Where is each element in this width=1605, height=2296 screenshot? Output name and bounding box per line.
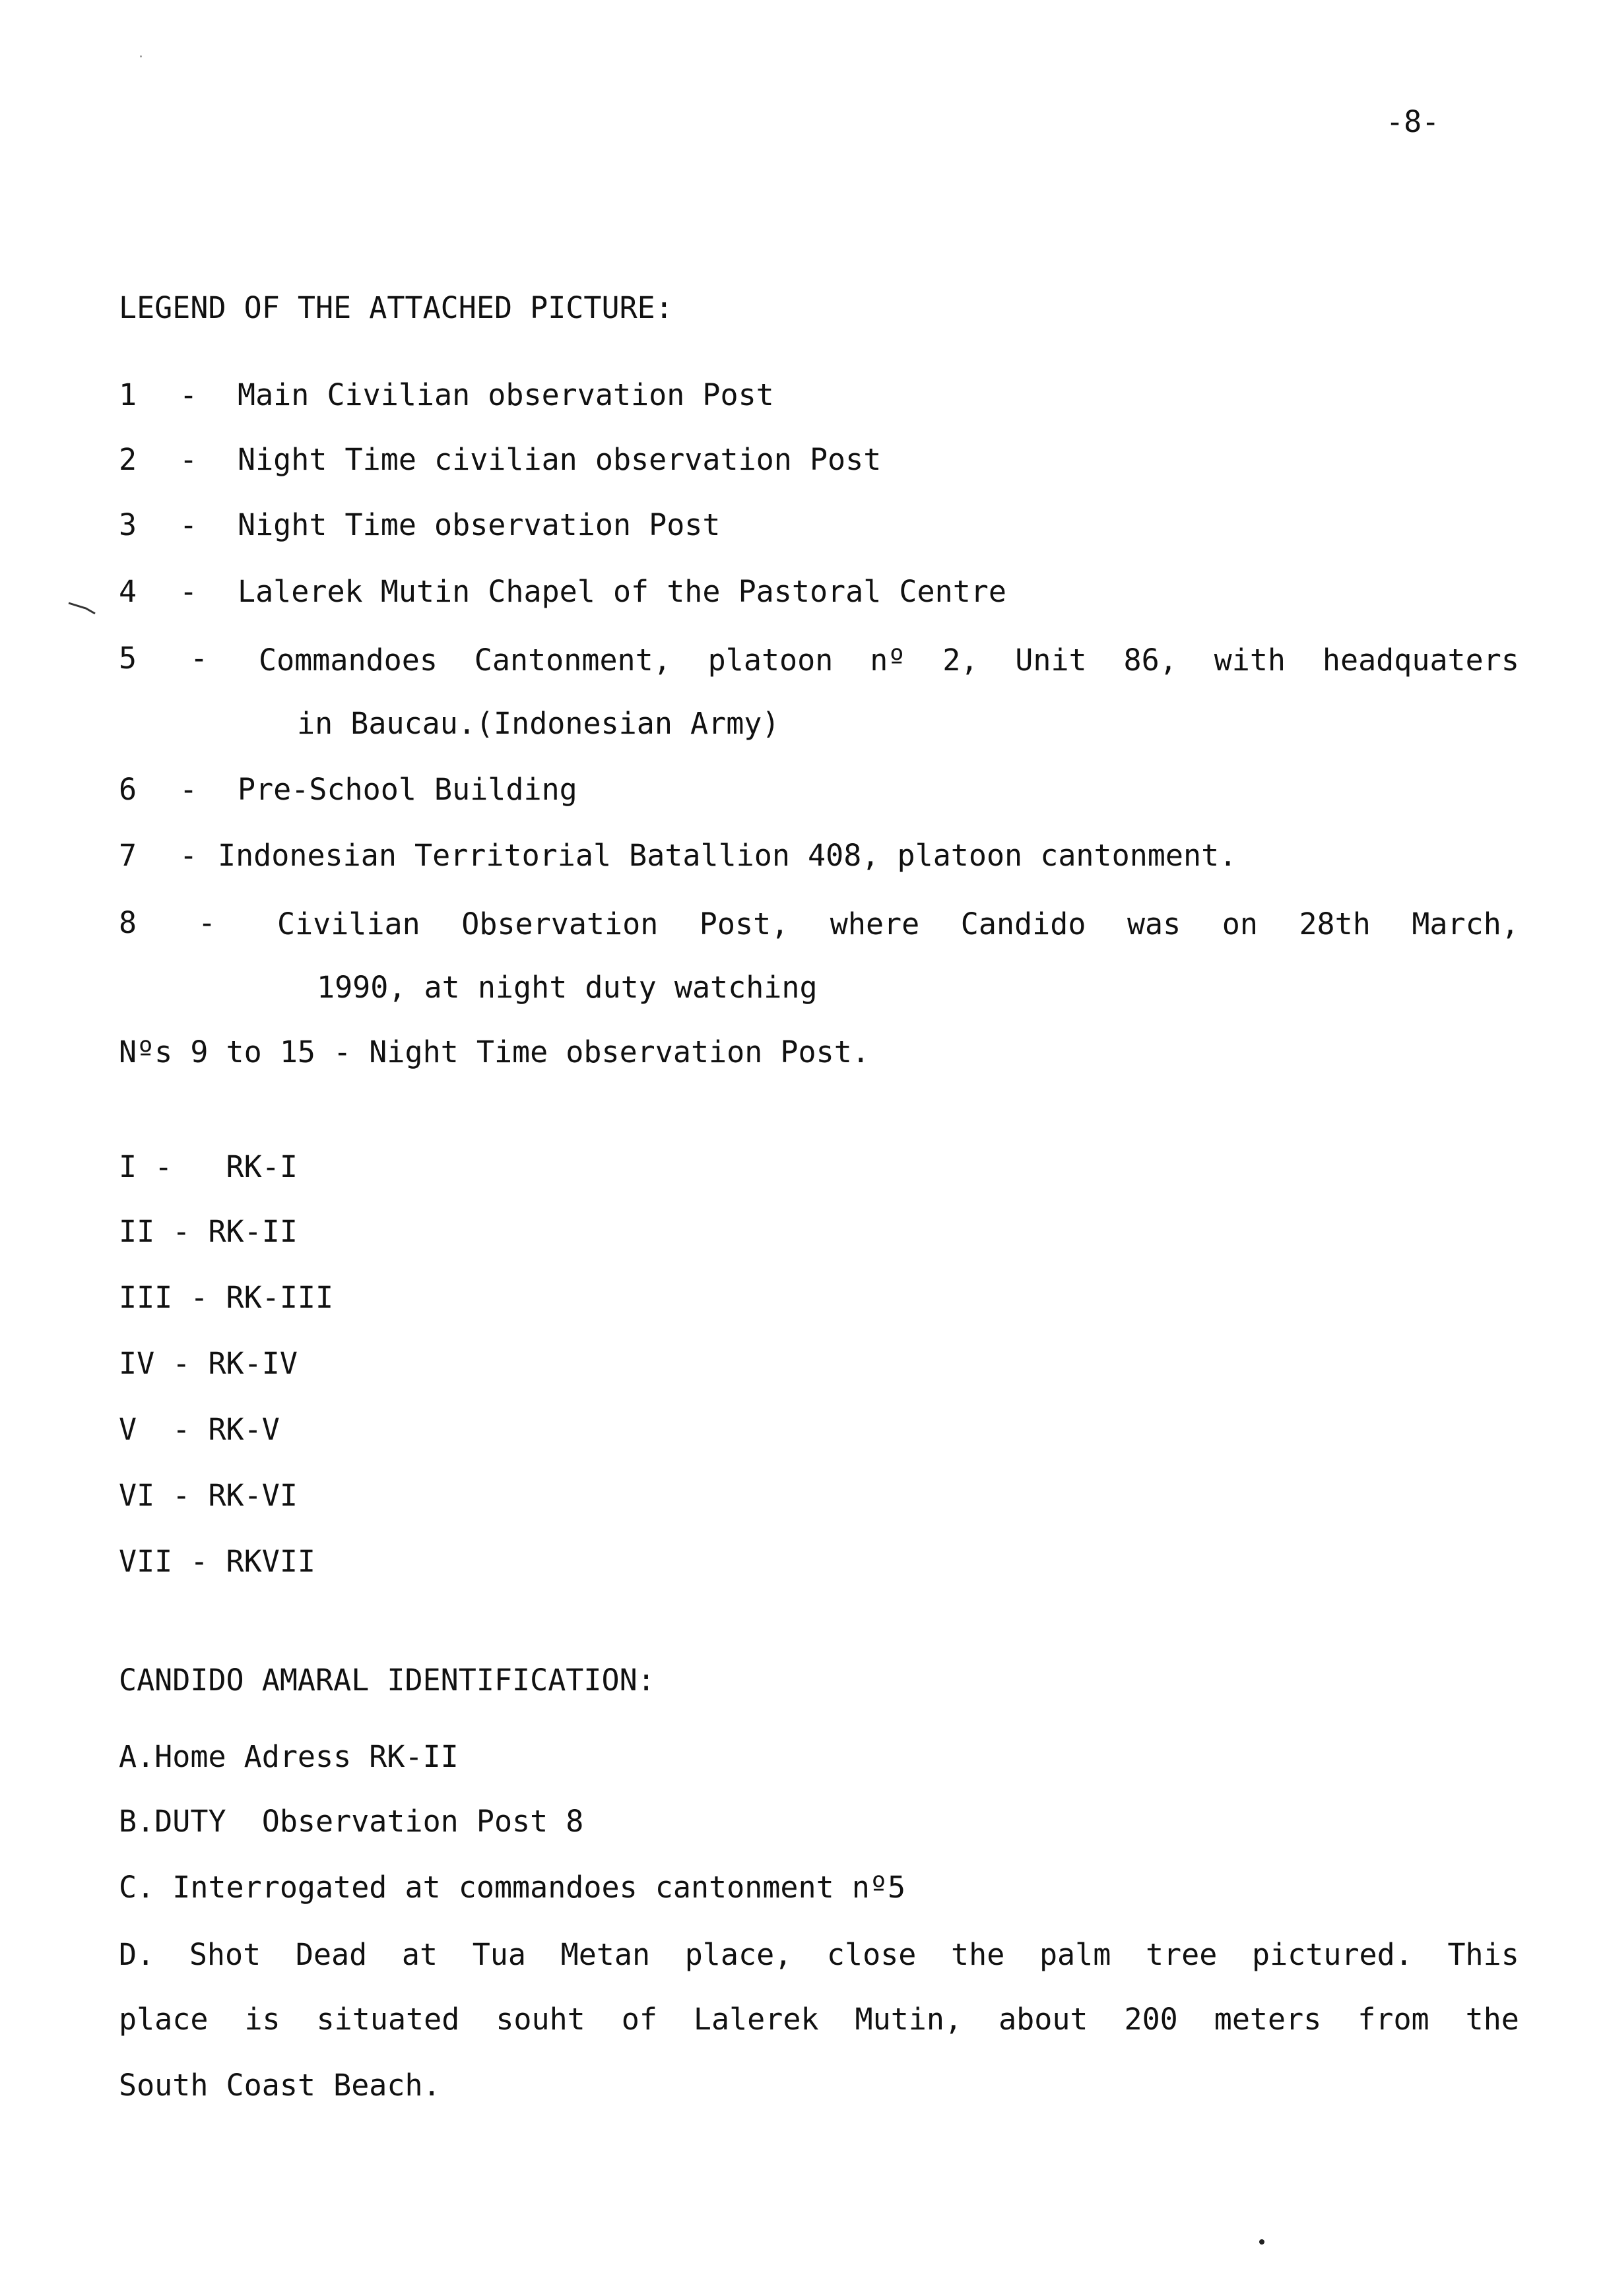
justified-word: Post,	[699, 907, 789, 941]
identification-item-d-line: South Coast Beach.	[119, 2068, 441, 2103]
justified-word: Shot	[189, 1937, 261, 1972]
legend-number: 2	[119, 442, 137, 477]
justified-word: pictured.	[1251, 1937, 1413, 1972]
justified-word: from	[1358, 2002, 1429, 2037]
justified-word: 28th	[1299, 907, 1371, 941]
rk-item: VI - RK-VI	[119, 1478, 298, 1513]
justified-word: nº	[870, 643, 906, 678]
justified-word: headquaters	[1322, 643, 1519, 678]
legend-text: Indonesian Territorial Batallion 408, platoon cantonment.	[218, 838, 1237, 873]
legend-number: 8	[119, 905, 137, 940]
justified-word: Metan	[560, 1937, 651, 1972]
legend-number: 5	[119, 641, 137, 676]
legend-text	[259, 643, 1519, 678]
legend-heading: LEGEND OF THE ATTACHED PICTURE:	[119, 290, 673, 325]
justified-word: on	[1222, 907, 1258, 941]
legend-dash: -	[180, 772, 198, 807]
legend-text: Pre-School Building	[238, 772, 577, 807]
identification-item-b: B.DUTY Observation Post 8	[119, 1804, 584, 1839]
justified-word: place,	[684, 1937, 793, 1972]
legend-range-line: Nºs 9 to 15 - Night Time observation Post.	[119, 1035, 870, 1069]
justified-word: about	[999, 2002, 1088, 2037]
justified-word: Observation	[461, 907, 659, 941]
rk-item: I - RK-I	[119, 1149, 298, 1184]
scan-mark	[66, 599, 112, 619]
identification-item-c: C. Interrogated at commandoes cantonment nº5	[119, 1870, 906, 1905]
legend-number: 6	[119, 772, 137, 807]
justified-word: Cantonment,	[474, 643, 671, 678]
justified-word: Unit	[1015, 643, 1087, 678]
legend-dash: -	[180, 377, 198, 412]
identification-item-d-line	[119, 1937, 1519, 1972]
page-number: -8-	[1386, 104, 1440, 139]
identification-heading: CANDIDO AMARAL IDENTIFICATION:	[119, 1663, 655, 1698]
scan-speck	[140, 55, 142, 57]
legend-dash: -	[190, 641, 209, 676]
rk-item: IV - RK-IV	[119, 1346, 298, 1381]
justified-word: Lalerek	[693, 2002, 819, 2037]
justified-word: the	[1465, 2002, 1519, 2037]
justified-word: is	[244, 2002, 280, 2037]
justified-word: at	[401, 1937, 438, 1972]
legend-text: Night Time observation Post	[238, 507, 721, 542]
legend-number: 1	[119, 377, 137, 412]
justified-word: This	[1447, 1937, 1519, 1972]
justified-word: of	[621, 2002, 657, 2037]
justified-word: situated	[316, 2002, 460, 2037]
legend-dash: -	[180, 574, 198, 609]
justified-word: palm	[1039, 1937, 1111, 1972]
legend-text-continued: in Baucau.(Indonesian Army)	[297, 706, 780, 741]
justified-word: D.	[119, 1937, 155, 1972]
justified-word: place	[119, 2002, 209, 2037]
justified-word: Candido	[960, 907, 1086, 941]
justified-word: the	[951, 1937, 1005, 1972]
legend-dash: -	[198, 905, 216, 940]
justified-word: tree	[1145, 1937, 1218, 1972]
justified-word: 2,	[942, 643, 979, 678]
justified-word: close	[826, 1937, 917, 1972]
justified-word: Civilian	[277, 907, 420, 941]
legend-number: 7	[119, 838, 137, 873]
justified-word: where	[830, 907, 920, 941]
justified-word: 86,	[1123, 643, 1177, 678]
rk-item: VII - RKVII	[119, 1544, 316, 1579]
justified-word: souht	[496, 2002, 585, 2037]
justified-word: 200	[1124, 2002, 1178, 2037]
justified-word: with	[1214, 643, 1286, 678]
legend-text: Main Civilian observation Post	[238, 377, 774, 412]
rk-item: III - RK-III	[119, 1280, 334, 1315]
rk-item: V - RK-V	[119, 1412, 280, 1447]
legend-text: Lalerek Mutin Chapel of the Pastoral Centre	[238, 574, 1006, 609]
rk-item: II - RK-II	[119, 1214, 298, 1249]
justified-word: meters	[1214, 2002, 1322, 2037]
justified-word: Mutin,	[855, 2002, 963, 2037]
justified-word: platoon	[707, 643, 834, 678]
scan-speck	[1259, 2239, 1264, 2245]
legend-text: Night Time civilian observation Post	[238, 442, 882, 477]
legend-dash: -	[180, 442, 198, 477]
legend-text	[277, 909, 1519, 939]
legend-number: 3	[119, 507, 137, 542]
justified-word: Commandoes	[259, 643, 438, 678]
justified-word: March,	[1412, 907, 1519, 941]
identification-item-d-line	[119, 2002, 1519, 2037]
justified-word: Tua	[472, 1937, 526, 1972]
justified-word: was	[1127, 907, 1181, 941]
legend-dash: -	[180, 507, 198, 542]
justified-word: Dead	[295, 1937, 368, 1972]
identification-item-a: A.Home Adress RK-II	[119, 1739, 459, 1774]
legend-number: 4	[119, 574, 137, 609]
legend-dash: -	[180, 838, 198, 873]
legend-text-continued: 1990, at night duty watching	[317, 970, 818, 1005]
